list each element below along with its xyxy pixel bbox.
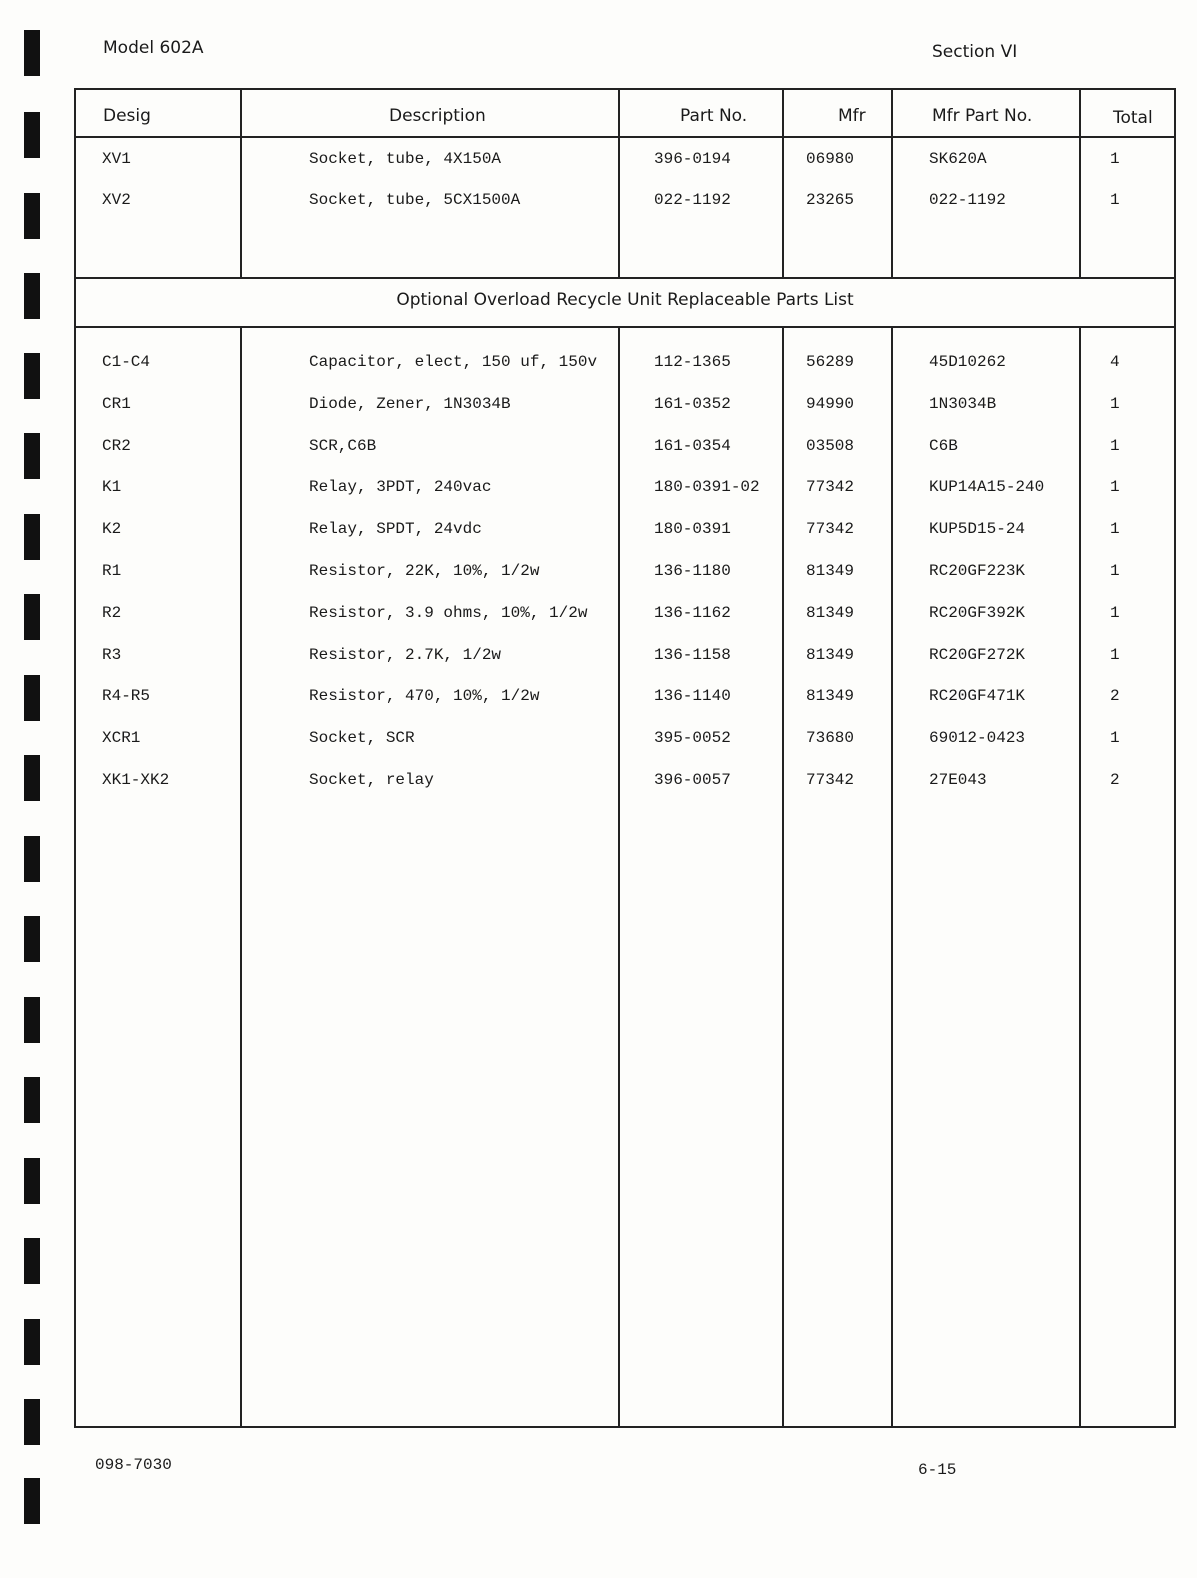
binding-hole [24, 514, 40, 560]
cell-desig: K1 [102, 478, 122, 497]
table-row [76, 353, 1174, 377]
cell-total: 1 [1110, 603, 1120, 622]
cell-part-no: 396-0194 [654, 150, 731, 168]
cell-mfr-part-no: RC20GF272K [929, 645, 1026, 664]
table-row [76, 395, 1174, 419]
cell-part-no: 022-1192 [654, 191, 731, 209]
cell-mfr: 56289 [806, 353, 855, 371]
section-label: Section VI [932, 42, 1018, 62]
cell-mfr: 77342 [806, 771, 855, 789]
table-row [76, 771, 1174, 795]
cell-desig: R3 [102, 645, 122, 664]
cell-description: Relay, 3PDT, 240vac [309, 478, 492, 497]
binding-hole [24, 1319, 40, 1365]
cell-desig: C1-C4 [102, 353, 151, 371]
cell-mfr: 77342 [806, 520, 855, 539]
cell-mfr-part-no: KUP5D15-24 [929, 520, 1026, 539]
cell-mfr: 94990 [806, 394, 855, 413]
cell-desig: R4-R5 [102, 687, 151, 706]
cell-desig: XCR1 [102, 729, 141, 748]
cell-total: 1 [1110, 562, 1120, 580]
table-row [76, 437, 1174, 461]
cell-description: Socket, relay [309, 771, 434, 789]
cell-mfr: 03508 [806, 436, 855, 455]
cell-mfr: 81349 [806, 562, 855, 580]
cell-desig: XV1 [102, 150, 131, 168]
binding-hole [24, 836, 40, 882]
binding-hole [24, 273, 40, 319]
col-header-total: Total [1113, 108, 1153, 128]
document-number: 098-7030 [95, 1456, 172, 1474]
cell-part-no: 136-1162 [654, 603, 731, 622]
cell-total: 1 [1110, 394, 1120, 413]
table-row [76, 604, 1174, 628]
cell-mfr: 06980 [806, 150, 855, 168]
cell-description: Diode, Zener, 1N3034B [309, 394, 511, 413]
cell-total: 4 [1110, 353, 1120, 371]
cell-desig: R1 [102, 562, 122, 580]
cell-part-no: 161-0354 [654, 436, 731, 455]
cell-total: 1 [1110, 520, 1120, 539]
binding-hole [24, 1399, 40, 1445]
cell-part-no: 136-1158 [654, 645, 731, 664]
cell-total: 1 [1110, 729, 1120, 748]
cell-description: Resistor, 2.7K, 1/2w [309, 645, 502, 664]
cell-part-no: 395-0052 [654, 729, 731, 748]
cell-mfr-part-no: RC20GF392K [929, 603, 1026, 622]
cell-description: Resistor, 3.9 ohms, 10%, 1/2w [309, 603, 588, 622]
col-header-part-no: Part No. [680, 106, 748, 126]
cell-desig: CR2 [102, 436, 131, 455]
cell-mfr-part-no: RC20GF471K [929, 687, 1026, 706]
binding-hole [24, 916, 40, 962]
cell-total: 1 [1110, 150, 1120, 168]
cell-total: 1 [1110, 645, 1120, 664]
cell-description: Resistor, 470, 10%, 1/2w [309, 687, 540, 706]
table-row [76, 687, 1174, 711]
table-row [76, 646, 1174, 670]
binding-hole [24, 193, 40, 239]
cell-description: Resistor, 22K, 10%, 1/2w [309, 562, 540, 580]
cell-description: Socket, tube, 5CX1500A [309, 191, 521, 209]
cell-description: Capacitor, elect, 150 uf, 150v [309, 353, 598, 371]
cell-mfr-part-no: 27E043 [929, 771, 987, 789]
cell-total: 2 [1110, 687, 1120, 706]
table-row [76, 520, 1174, 544]
cell-part-no: 180-0391-02 [654, 478, 760, 497]
cell-mfr-part-no: 69012-0423 [929, 729, 1026, 748]
cell-total: 1 [1110, 436, 1120, 455]
binding-hole [24, 675, 40, 721]
cell-mfr-part-no: 45D10262 [929, 353, 1006, 371]
header-rule [76, 136, 1174, 138]
binding-hole [24, 433, 40, 479]
table-row [76, 729, 1174, 753]
binding-hole [24, 1077, 40, 1123]
binding-hole [24, 594, 40, 640]
binding-hole [24, 112, 40, 158]
cell-mfr-part-no: SK620A [929, 150, 987, 168]
cell-part-no: 161-0352 [654, 394, 731, 413]
cell-desig: CR1 [102, 394, 131, 413]
table-row [76, 191, 1174, 215]
cell-description: SCR,C6B [309, 436, 377, 455]
cell-mfr-part-no: C6B [929, 436, 958, 455]
binding-hole [24, 1158, 40, 1204]
cell-total: 1 [1110, 191, 1120, 209]
cell-description: Socket, tube, 4X150A [309, 150, 502, 168]
cell-part-no: 180-0391 [654, 520, 731, 539]
cell-part-no: 136-1180 [654, 562, 731, 580]
cell-mfr: 23265 [806, 191, 855, 209]
cell-mfr: 81349 [806, 603, 855, 622]
section-rule-bottom [76, 326, 1174, 328]
cell-desig: XK1-XK2 [102, 771, 170, 789]
cell-part-no: 112-1365 [654, 353, 731, 371]
cell-mfr: 73680 [806, 729, 855, 748]
cell-total: 1 [1110, 478, 1120, 497]
page-number: 6-15 [918, 1461, 957, 1479]
col-header-mfr-part-no: Mfr Part No. [932, 106, 1033, 126]
cell-part-no: 136-1140 [654, 687, 731, 706]
cell-mfr-part-no: 1N3034B [929, 394, 997, 413]
col-header-description: Description [389, 106, 486, 126]
col-header-desig: Desig [103, 106, 151, 126]
cell-mfr-part-no: KUP14A15-240 [929, 478, 1045, 497]
cell-desig: XV2 [102, 191, 131, 209]
model-label: Model 602A [103, 38, 204, 58]
cell-description: Relay, SPDT, 24vdc [309, 520, 482, 539]
cell-mfr: 81349 [806, 645, 855, 664]
cell-total: 2 [1110, 771, 1120, 789]
binding-hole [24, 353, 40, 399]
binding-hole [24, 30, 40, 76]
table-row [76, 562, 1174, 586]
table-row [76, 150, 1174, 174]
cell-desig: R2 [102, 603, 122, 622]
cell-mfr-part-no: RC20GF223K [929, 562, 1026, 580]
binding-hole [24, 755, 40, 801]
binding-hole [24, 1238, 40, 1284]
cell-mfr-part-no: 022-1192 [929, 191, 1006, 209]
cell-desig: K2 [102, 520, 122, 539]
table-row [76, 478, 1174, 502]
cell-description: Socket, SCR [309, 729, 415, 748]
binding-hole [24, 997, 40, 1043]
cell-mfr: 81349 [806, 687, 855, 706]
parts-table [74, 88, 1176, 1428]
binding-hole [24, 1478, 40, 1524]
col-header-mfr: Mfr [838, 106, 866, 126]
cell-mfr: 77342 [806, 478, 855, 497]
section-title: Optional Overload Recycle Unit Replaceable Parts List [396, 290, 854, 310]
cell-part-no: 396-0057 [654, 771, 731, 789]
